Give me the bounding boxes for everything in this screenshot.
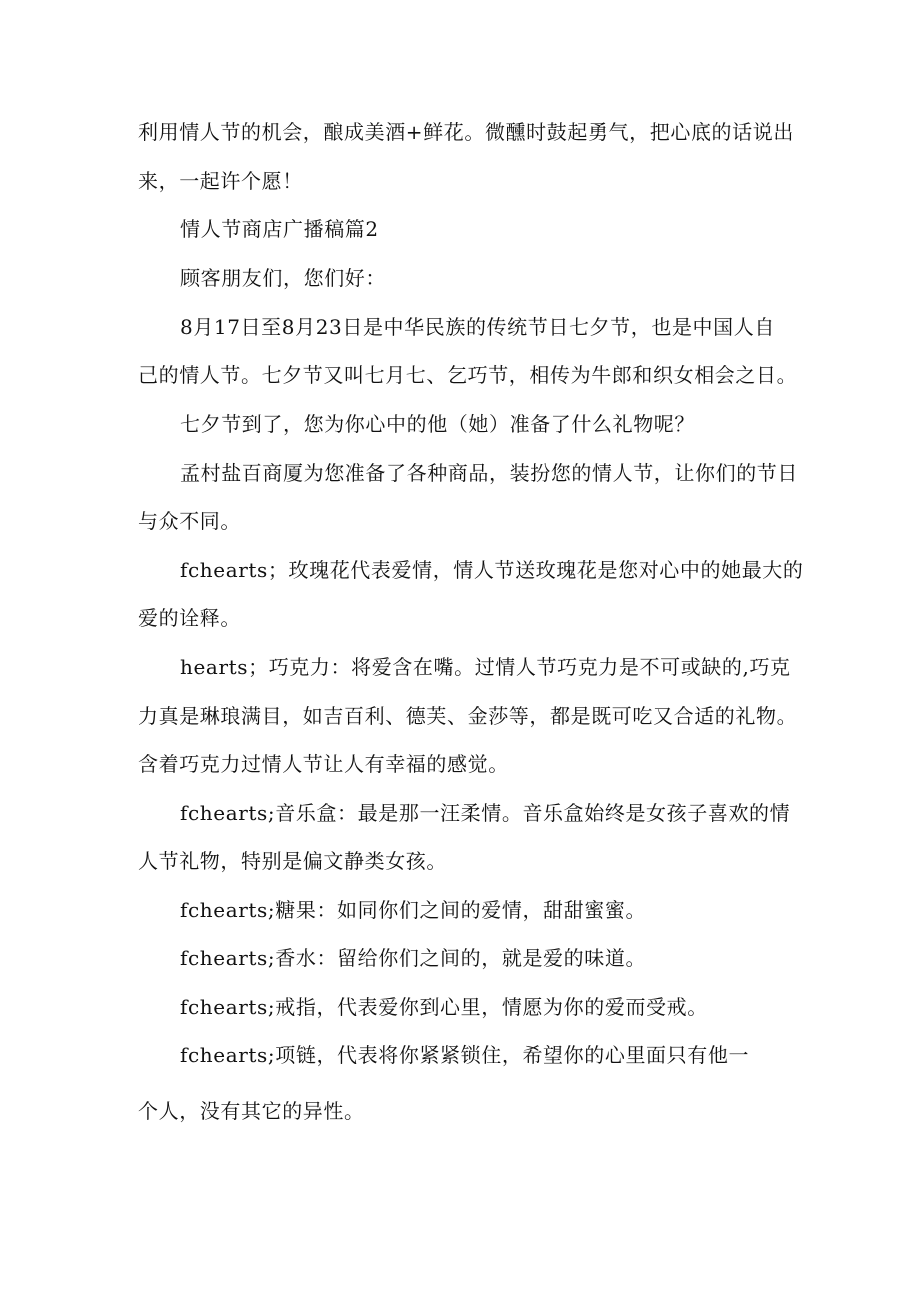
text-line-9: 与众不同。 [138, 509, 241, 533]
text-line-6: 己的情人节。七夕节又叫七月七、乞巧节，相传为牛郎和织女相会之日。 [138, 363, 798, 387]
text-line-16: 人节礼物，特别是偏文静类女孩。 [138, 849, 447, 873]
text-line-17: fchearts;糖果：如同你们之间的爱情，甜甜蜜蜜。 [180, 898, 647, 922]
greeting-line: 顾客朋友们，您们好： [180, 266, 386, 290]
text-line-13: 力真是琳琅满目，如吉百利、德芙、金莎等，都是既可吃又合适的礼物。 [138, 704, 798, 728]
text-line-15: fchearts;音乐盒：最是那一汪柔情。音乐盒始终是女孩子喜欢的情 [180, 801, 791, 825]
text-line-2: 来，一起许个愿！ [138, 169, 303, 193]
text-line-19: fchearts;戒指，代表爱你到心里，情愿为你的爱而受戒。 [180, 995, 708, 1019]
text-line-12: hearts；巧克力：将爱含在嘴。过情人节巧克力是不可或缺的,巧克 [180, 655, 791, 679]
text-line-21: 个人，没有其它的异性。 [138, 1099, 365, 1123]
text-line-5: 8月17日至8月23日是中华民族的传统节日七夕节，也是中国人自 [180, 315, 775, 339]
text-line-8: 孟村盐百商厦为您准备了各种商品，装扮您的情人节，让你们的节日 [180, 461, 798, 485]
text-line-14: 含着巧克力过情人节让人有幸福的感觉。 [138, 752, 509, 776]
text-line-7: 七夕节到了，您为你心中的他（她）准备了什么礼物呢？ [180, 412, 695, 436]
text-line-20: fchearts;项链，代表将你紧紧锁住，希望你的心里面只有他一 [180, 1043, 750, 1067]
text-line-11: 爱的诠释。 [138, 606, 241, 630]
section-heading: 情人节商店广播稿篇2 [180, 217, 379, 241]
text-line-18: fchearts;香水：留给你们之间的，就是爱的味道。 [180, 946, 647, 970]
text-line-1: 利用情人节的机会，酿成美酒+鲜花。微醺时鼓起勇气，把心底的话说出 [138, 120, 794, 144]
text-line-10: fchearts；玫瑰花代表爱情，情人节送玫瑰花是您对心中的她最大的 [180, 558, 804, 582]
